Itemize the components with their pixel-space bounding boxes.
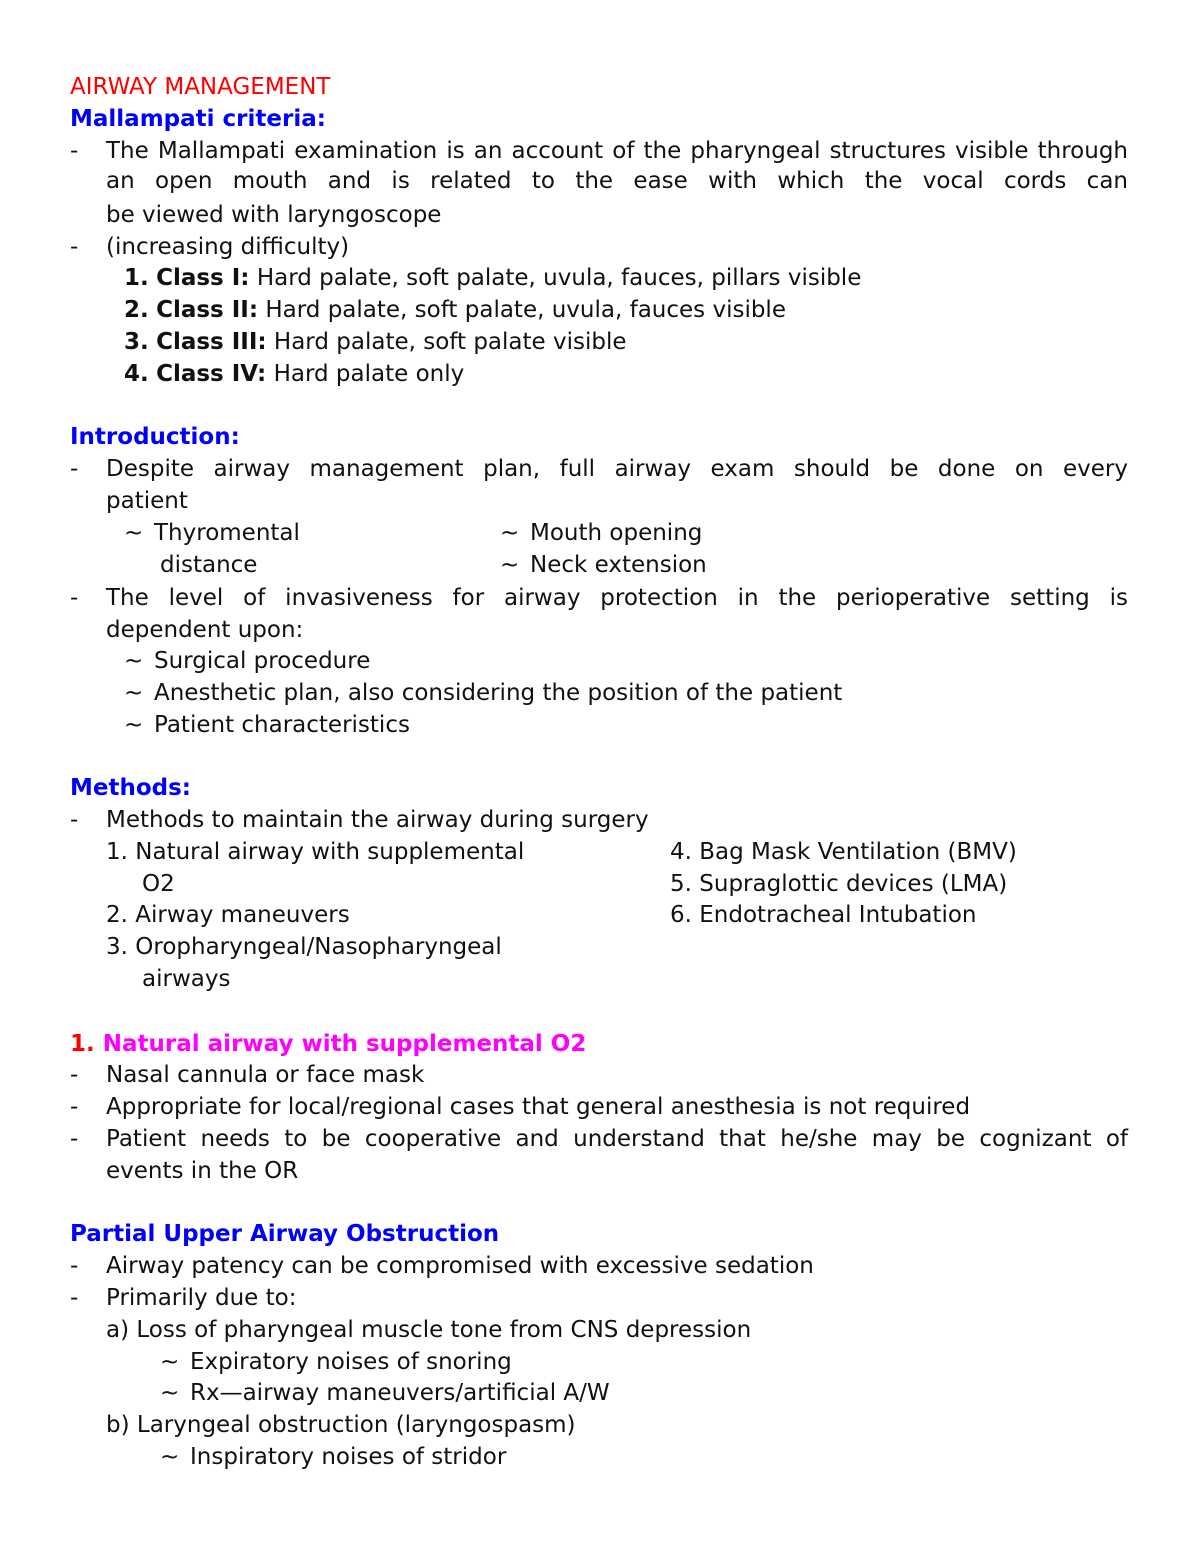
class-label: Class I: — [156, 265, 250, 291]
cause-subitem-text: Inspiratory noises of stridor — [190, 1444, 507, 1470]
natural-bullet: Patient needs to be cooperative and understand that he/she may be cognizant of — [106, 1126, 1128, 1152]
method-text-cont: O2 — [142, 871, 175, 897]
consideration-text: Anesthetic plan, also considering the position of the patient — [154, 680, 843, 706]
method-text: Natural airway with supplemental — [135, 839, 525, 865]
class-label: Class II: — [156, 297, 259, 323]
exam-item — [500, 518, 702, 548]
cause-text: Loss of pharyngeal muscle tone from CNS depression — [136, 1317, 752, 1343]
cause-item — [106, 1410, 576, 1440]
class-text: Hard palate, soft palate, uvula, fauces visible — [265, 297, 786, 323]
method-item-cont — [142, 869, 175, 899]
partial-obstruction-heading: Partial Upper Airway Obstruction — [70, 1221, 500, 1247]
bullet-dash: - — [70, 138, 79, 164]
bullet-dash: - — [70, 456, 79, 482]
class-text: Hard palate, soft palate visible — [273, 329, 627, 355]
method-text: Oropharyngeal/Nasopharyngeal — [135, 934, 502, 960]
method-item — [106, 932, 502, 962]
method-item-cont: airways — [142, 966, 231, 992]
method-number: 3. — [106, 934, 128, 960]
method-item — [670, 837, 1017, 867]
method-text: Endotracheal Intubation — [699, 902, 977, 928]
bullet-dash: - — [70, 1062, 79, 1088]
consideration-item — [124, 646, 370, 676]
mallampati-bullet-1: The Mallampati examination is an account of the pharyngeal structures visible through an open mouth and is related to the ease with which the vocal cords can — [106, 138, 1128, 194]
consideration-text: Patient characteristics — [154, 712, 410, 738]
methods-heading: Methods: — [70, 775, 192, 801]
bullet-dash: - — [70, 1126, 79, 1152]
exam-item-cont: distance — [160, 552, 258, 578]
document-title: AIRWAY MANAGEMENT — [70, 74, 331, 100]
section-title: Natural airway with supplemental O2 — [102, 1031, 587, 1057]
exam-item — [500, 550, 707, 580]
cause-label: b) — [106, 1412, 130, 1438]
consideration-text: Surgical procedure — [154, 648, 371, 674]
natural-airway-heading — [70, 1029, 586, 1059]
exam-item — [124, 518, 300, 548]
cause-subitem-text: Rx—airway maneuvers/artificial A/W — [190, 1380, 610, 1406]
bullet-dash: - — [70, 1094, 79, 1120]
method-item — [106, 837, 524, 867]
bullet-dash: - — [70, 585, 79, 611]
class-label: Class IV: — [156, 361, 267, 387]
class-text: Hard palate only — [273, 361, 465, 387]
mallampati-bullet-1-end: be viewed with laryngoscope — [106, 202, 442, 228]
tilde-bullet: ~ — [160, 1380, 180, 1406]
method-number: 4. — [670, 839, 692, 865]
exam-item-text: Mouth opening — [530, 520, 703, 546]
tilde-bullet: ~ — [160, 1349, 180, 1375]
mallampati-bullet-2: (increasing difficulty) — [106, 234, 350, 260]
tilde-bullet: ~ — [124, 680, 144, 706]
class-text: Hard palate, soft palate, uvula, fauces, pillars visible — [256, 265, 862, 291]
method-text: Supraglottic devices (LMA) — [699, 871, 1008, 897]
introduction-heading: Introduction: — [70, 424, 240, 450]
class-number: 3. — [124, 329, 149, 355]
method-number: 1. — [106, 839, 128, 865]
cause-subitem — [160, 1347, 512, 1377]
partial-bullet: Airway patency can be compromised with excessive sedation — [106, 1253, 814, 1279]
mallampati-class-item — [124, 327, 627, 357]
class-number: 4. — [124, 361, 149, 387]
section-number: 1. — [70, 1031, 95, 1057]
method-number: 2. — [106, 902, 128, 928]
cause-subitem — [160, 1442, 506, 1472]
cause-subitem — [160, 1378, 610, 1408]
method-item — [670, 900, 977, 930]
tilde-bullet: ~ — [500, 552, 520, 578]
mallampati-class-item — [124, 263, 861, 293]
introduction-bullet-1-end: patient — [106, 488, 188, 514]
method-item — [106, 900, 350, 930]
tilde-bullet: ~ — [160, 1444, 180, 1470]
methods-bullet-1: Methods to maintain the airway during surgery — [106, 807, 649, 833]
cause-label: a) — [106, 1317, 130, 1343]
mallampati-class-item — [124, 359, 464, 389]
class-label: Class III: — [156, 329, 267, 355]
bullet-dash: - — [70, 807, 79, 833]
tilde-bullet: ~ — [124, 712, 144, 738]
consideration-item — [124, 710, 410, 740]
method-text: Bag Mask Ventilation (BMV) — [699, 839, 1017, 865]
cause-text: Laryngeal obstruction (laryngospasm) — [136, 1412, 576, 1438]
class-number: 2. — [124, 297, 149, 323]
tilde-bullet: ~ — [124, 648, 144, 674]
exam-item-text: Thyromental — [154, 520, 300, 546]
consideration-item — [124, 678, 842, 708]
mallampati-heading: Mallampati criteria: — [70, 106, 326, 132]
bullet-dash: - — [70, 1285, 79, 1311]
bullet-dash: - — [70, 1253, 79, 1279]
natural-bullet: Nasal cannula or face mask — [106, 1062, 425, 1088]
method-number: 5. — [670, 871, 692, 897]
partial-bullet: Primarily due to: — [106, 1285, 297, 1311]
exam-item-text: Neck extension — [530, 552, 707, 578]
method-number: 6. — [670, 902, 692, 928]
tilde-bullet: ~ — [500, 520, 520, 546]
bullet-dash: - — [70, 234, 79, 260]
method-item — [670, 869, 1007, 899]
class-number: 1. — [124, 265, 149, 291]
introduction-bullet-2-end: dependent upon: — [106, 617, 304, 643]
cause-subitem-text: Expiratory noises of snoring — [190, 1349, 512, 1375]
natural-bullet: Appropriate for local/regional cases that general anesthesia is not required — [106, 1094, 971, 1120]
introduction-bullet-2: The level of invasiveness for airway protection in the perioperative setting is — [106, 585, 1128, 611]
method-text: Airway maneuvers — [135, 902, 350, 928]
tilde-bullet: ~ — [124, 520, 144, 546]
mallampati-class-item — [124, 295, 786, 325]
natural-bullet-end: events in the OR — [106, 1158, 299, 1184]
cause-item — [106, 1315, 751, 1345]
introduction-bullet-1: Despite airway management plan, full airway exam should be done on every — [106, 456, 1128, 482]
